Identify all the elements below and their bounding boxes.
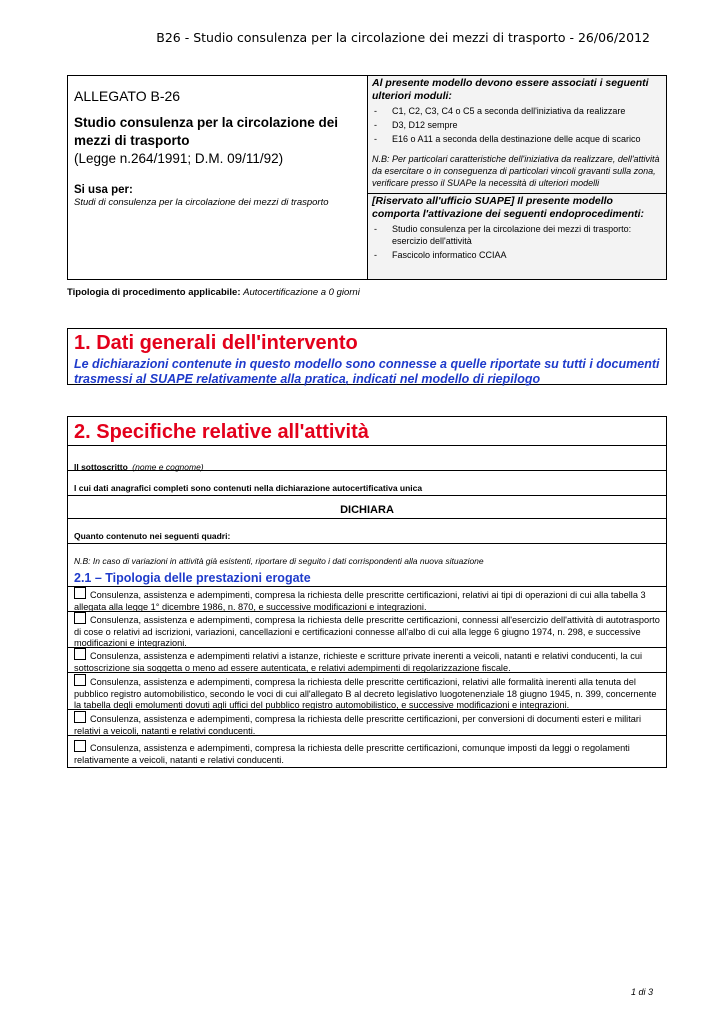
checkbox[interactable] [74, 711, 86, 723]
option-row-3[interactable] [68, 648, 666, 673]
sottoscritto-row[interactable] [68, 446, 666, 471]
option-row-4[interactable] [68, 673, 666, 710]
allegato-label: ALLEGATO B-26 [74, 88, 181, 104]
dichiara-label: DICHIARA [340, 504, 394, 516]
section-2 [67, 416, 667, 768]
moduli-list [372, 105, 662, 145]
info-box-left [68, 76, 368, 279]
checkbox[interactable] [74, 587, 86, 599]
tipologia-value: Autocertificazione a 0 giorni [243, 287, 360, 298]
option-text: Consulenza, assistenza e adempimenti, compresa la richiesta delle prescritte certificazioni, comunque imposti da leggi o regolamenti relativamente a veicoli, natanti e relativi conducenti. [74, 743, 630, 765]
page-number: 1 di 3 [630, 987, 653, 997]
option-text: Consulenza, assistenza e adempimenti relativi a istanze, richieste e scritture private inerenti a veicoli, natanti e relativi conducenti, la cui sottoscrizione sia soggetta o meno ad essere autenticata, e relativi adempimenti di regolarizzazione fiscale. [74, 651, 643, 673]
anagrafici-text: I cui dati anagrafici completi sono contenuti nella dichiarazione autocertificativa unica [74, 483, 423, 493]
moduli-title: Al presente modello devono essere associati i seguenti ulteriori moduli: [372, 77, 649, 102]
option-text: Consulenza, assistenza e adempimenti, compresa la richiesta delle prescritte certificazioni, relativi ai tipi di operazioni di cui alla tabella 3 allegata alla legge 1° dicembre 1986, n. 870, e successive modificazioni e integrazioni. [74, 590, 646, 612]
checkbox[interactable] [74, 674, 86, 686]
info-box [67, 75, 667, 280]
list-item: - E16 o A11 a seconda della destinazione delle acque di scarico [372, 133, 662, 145]
page-header: B26 - Studio consulenza per la circolazione dei mezzi di trasporto - 26/06/2012 [156, 30, 650, 45]
section-1-desc: Le dichiarazioni contenute in questo modello sono connesse a quelle riportate su tutti i documenti trasmessi al SUAPE relativamente alla pratica, indicati nel modello di riepilogo [74, 357, 660, 386]
riservato-list [372, 223, 662, 261]
quanto-row [68, 519, 666, 544]
dichiara-row [68, 496, 666, 519]
checkbox[interactable] [74, 612, 86, 624]
studio-title: Studio consulenza per la circolazione dei mezzi di trasporto [74, 115, 339, 148]
sottoscritto-label: Il sottoscritto [74, 462, 128, 472]
anagrafici-row [68, 471, 666, 496]
section-1 [67, 328, 667, 385]
sub-title-row [68, 569, 666, 587]
tipologia-line [67, 287, 360, 298]
option-row-5[interactable] [68, 710, 666, 736]
option-text: Consulenza, assistenza e adempimenti, compresa la richiesta delle prescritte certificazioni, connessi all'esercizio dell'attività di autotrasporto di cose o relativi ad iscrizioni, variazioni, cancellazioni e certificazioni connesse all'albo di cui alla legge 6 giugno 1974, n. 298, e successive modificazioni e integrazioni. [74, 615, 660, 648]
list-item: - Studio consulenza per la circolazione dei mezzi di trasporto: esercizio dell'attività [372, 223, 662, 247]
option-row-6[interactable] [68, 736, 666, 766]
checkbox[interactable] [74, 648, 86, 660]
tipologia-label: Tipologia di procedimento applicabile: [67, 287, 241, 298]
section-1-title: 1. Dati generali dell'intervento [74, 332, 358, 354]
usa-per-desc: Studi di consulenza per la circolazione dei mezzi di trasporto [74, 197, 329, 208]
moduli-panel [368, 76, 666, 194]
list-item: - C1, C2, C3, C4 o C5 a seconda dell'iniziativa da realizzare [372, 105, 662, 117]
checkbox[interactable] [74, 740, 86, 752]
nb-variazioni: N.B: In caso di variazioni in attività già esistenti, riportare di seguito i dati corrispondenti alla nuova situazione [74, 556, 484, 566]
section-2-title: 2. Specifiche relative all'attività [74, 421, 369, 443]
option-text: Consulenza, assistenza e adempimenti, compresa la richiesta delle prescritte certificazioni, per conversioni di documenti esteri e militari relativi a veicoli, natanti e relativi conducenti. [74, 714, 641, 736]
option-row-2[interactable] [68, 612, 666, 648]
usa-per-label: Si usa per: [74, 184, 133, 196]
list-item: - Fascicolo informatico CCIAA [372, 249, 662, 261]
section-2-title-row [68, 417, 666, 446]
riservato-panel [368, 194, 666, 279]
sub-section-title: 2.1 – Tipologia delle prestazioni erogate [74, 571, 311, 585]
legge-ref: (Legge n.264/1991; D.M. 09/11/92) [74, 151, 284, 166]
moduli-nb: N.B: Per particolari caratteristiche dell'iniziativa da realizzare, dell'attività da esercitare o in conseguenza di particolari vincoli gravanti sulla zona, verificare presso il SUAPe la necessità di ulteriori modelli [372, 154, 660, 188]
quanto-text: Quanto contenuto nei seguenti quadri: [74, 531, 231, 541]
riservato-title: [Riservato all'ufficio SUAPE] Il presente modello comporta l'attivazione dei seguenti endoprocedimenti: [372, 195, 645, 220]
list-item: - D3, D12 sempre [372, 119, 662, 131]
nome-hint: (nome e cognome) [132, 462, 204, 472]
option-row-1[interactable] [68, 587, 666, 612]
option-text: Consulenza, assistenza e adempimenti, compresa la richiesta delle prescritte certificazioni, relativi alle formalità inerenti alla tenuta del pubblico registro automobilistico, secondo le voci di cui all'allegato B al decreto legislativo luogotenenziale 18 giugno 1945, n. 399, concernente la tabella degli emolumenti dovuti agli uffici del pubblico registro automobilistico, e successive modificazioni e integrazioni. [74, 677, 657, 710]
info-box-right [368, 76, 666, 279]
